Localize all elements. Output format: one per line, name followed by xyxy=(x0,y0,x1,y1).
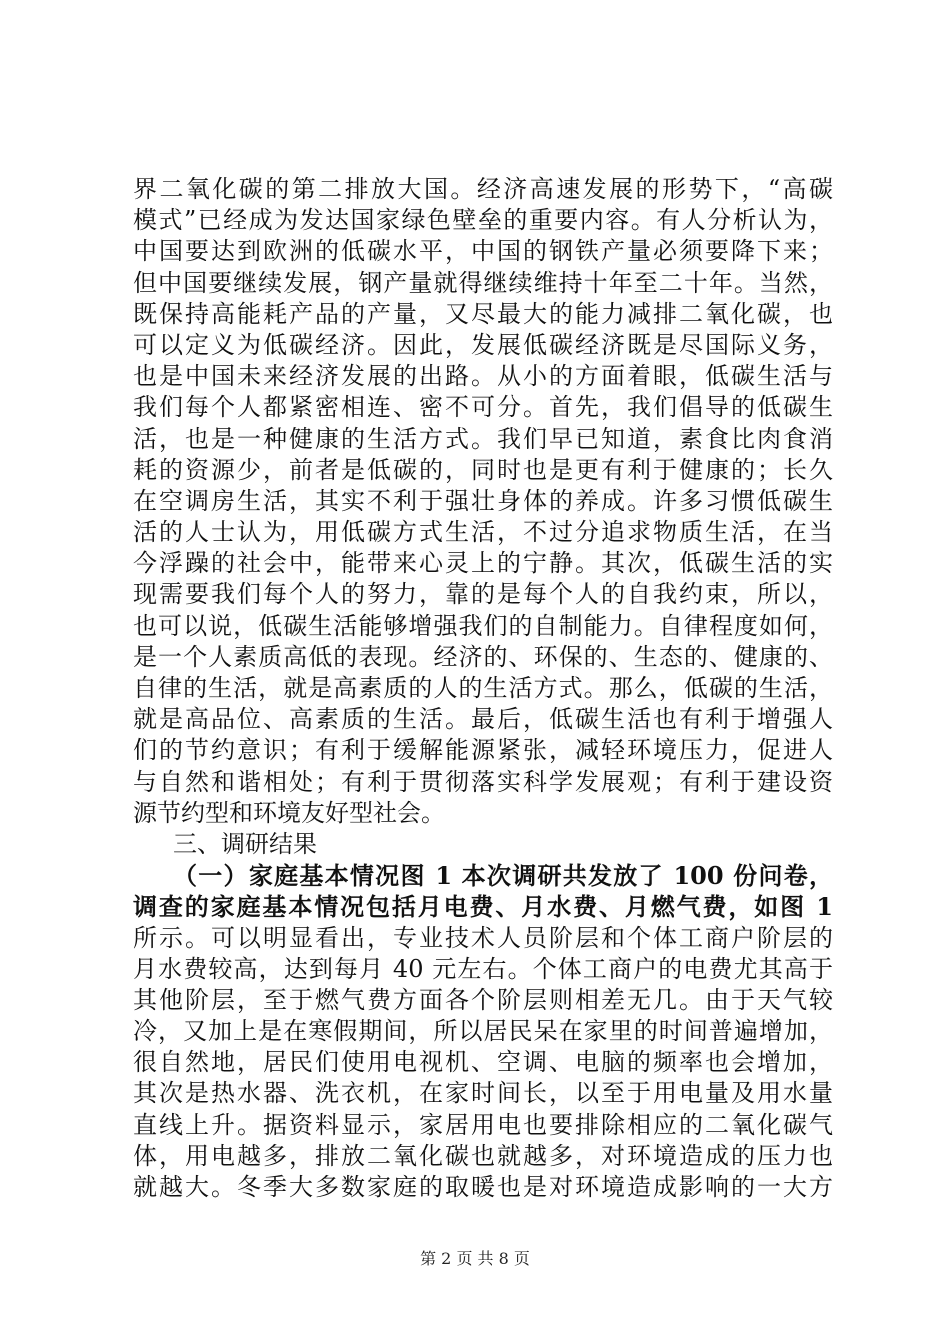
document-body xyxy=(133,174,833,1203)
body-line: 是一个人素质高低的表现。经济的、环保的、生态的、健康的、 xyxy=(133,642,833,671)
body-line: 自律的生活，就是高素质的人的生活方式。那么，低碳的生活， xyxy=(133,674,833,702)
body-line: 界二氧化碳的第二排放大国。经济高速发展的形势下，“高碳 xyxy=(133,175,833,203)
body-line: 既保持高能耗产品的产量，又尽最大的能力减排二氧化碳，也 xyxy=(133,299,833,328)
page-number-footer: 第 2 页 共 8 页 xyxy=(420,1249,530,1268)
body-line: 直线上升。据资料显示，家居用电也要排除相应的二氧化碳气 xyxy=(133,1110,833,1139)
body-line: 就是高品位、高素质的生活。最后，低碳生活也有利于增强人 xyxy=(133,705,833,734)
body-line: 源节约型和环境友好型社会。 xyxy=(133,798,445,827)
section-heading: 三、调研结果 xyxy=(173,829,317,858)
body-line: 今浮躁的社会中，能带来心灵上的宁静。其次，低碳生活的实 xyxy=(133,549,833,578)
body-line: 耗的资源少，前者是低碳的，同时也是更有利于健康的；长久 xyxy=(133,455,833,484)
body-line: 也可以说，低碳生活能够增强我们的自制能力。自律程度如何， xyxy=(133,611,833,640)
body-line: 在空调房生活，其实不利于强壮身体的养成。许多习惯低碳生 xyxy=(133,486,833,515)
body-line: 可以定义为低碳经济。因此，发展低碳经济既是尽国际义务， xyxy=(133,330,833,359)
body-line: 们的节约意识；有利于缓解能源紧张，减轻环境压力，促进人 xyxy=(133,736,833,765)
body-line: 现需要我们每个人的努力，靠的是每个人的自我约束，所以， xyxy=(133,580,833,609)
body-line: 模式”已经成为发达国家绿色壁垒的重要内容。有人分析认为， xyxy=(133,206,833,235)
subsection-line: （一）家庭基本情况图 1 本次调研共发放了 100 份问卷， xyxy=(173,861,833,891)
body-line: 也是中国未来经济发展的出路。从小的方面着眼，低碳生活与 xyxy=(133,362,833,391)
body-line: 就越大。冬季大多数家庭的取暖也是对环境造成影响的一大方 xyxy=(133,1173,833,1201)
body-line: 其他阶层，至于燃气费方面各个阶层则相差无几。由于天气较 xyxy=(133,985,833,1014)
body-line: 活，也是一种健康的生活方式。我们早已知道，素食比肉食消 xyxy=(133,424,833,453)
body-line: 活的人士认为，用低碳方式生活，不过分追求物质生活，在当 xyxy=(133,518,833,547)
subsection-line: 调查的家庭基本情况包括月电费、月水费、月燃气费，如图 1 xyxy=(133,892,833,922)
body-line: 很自然地，居民们使用电视机、空调、电脑的频率也会增加， xyxy=(133,1048,833,1077)
body-line: 其次是热水器、洗衣机，在家时间长，以至于用电量及用水量 xyxy=(133,1079,833,1108)
body-line: 中国要达到欧洲的低碳水平，中国的钢铁产量必须要降下来； xyxy=(133,237,833,266)
body-line: 月水费较高，达到每月 40 元左右。个体工商户的电费尤其高于 xyxy=(133,954,833,983)
body-line: 体，用电越多，排放二氧化碳也就越多，对环境造成的压力也 xyxy=(133,1141,833,1170)
body-line: 冷，又加上是在寒假期间，所以居民呆在家里的时间普遍增加， xyxy=(133,1017,833,1046)
body-line: 所示。可以明显看出，专业技术人员阶层和个体工商户阶层的 xyxy=(133,923,833,952)
body-line: 但中国要继续发展，钢产量就得继续维持十年至二十年。当然， xyxy=(133,268,833,297)
body-line: 我们每个人都紧密相连、密不可分。首先，我们倡导的低碳生 xyxy=(133,393,833,422)
body-line: 与自然和谐相处；有利于贯彻落实科学发展观；有利于建设资 xyxy=(133,767,833,796)
